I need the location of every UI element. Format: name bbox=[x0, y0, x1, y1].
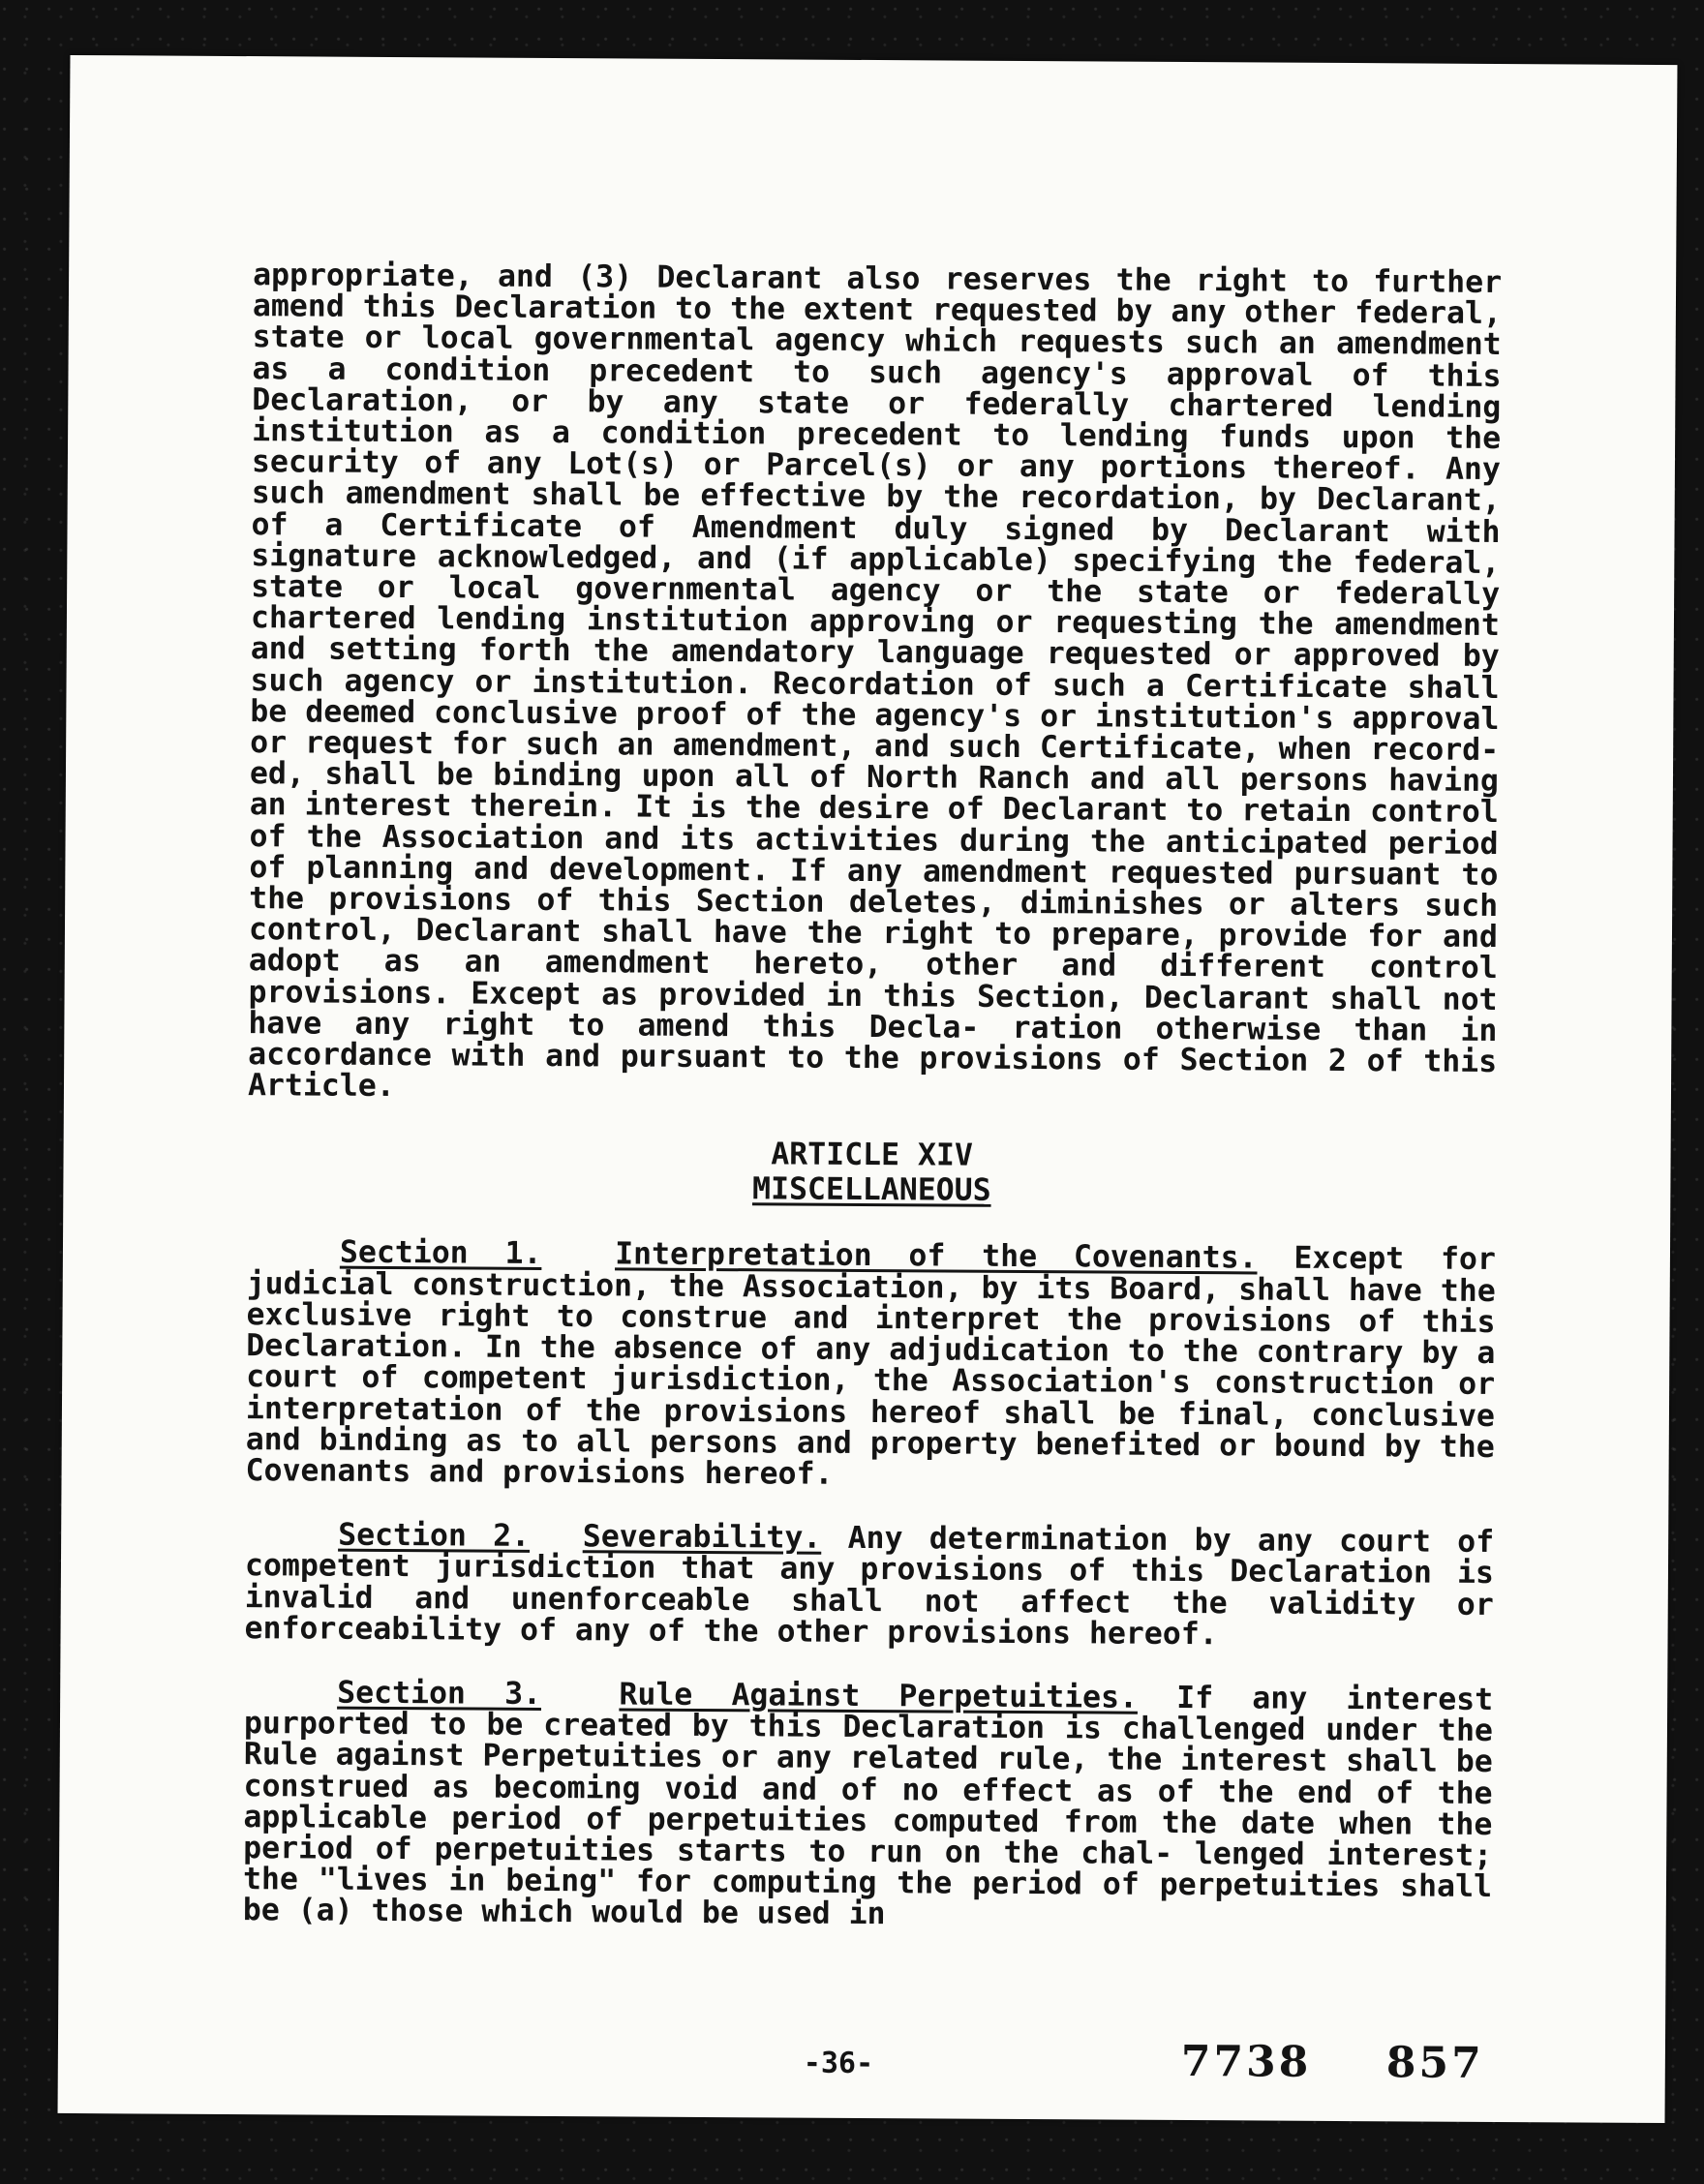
section-1-paragraph bbox=[245, 1237, 1496, 1495]
document-body bbox=[243, 259, 1502, 1933]
article-number: ARTICLE XIV bbox=[771, 1137, 974, 1174]
page-reference: 857 bbox=[1385, 2038, 1484, 2088]
section-1-label: Section 1. bbox=[339, 1235, 542, 1272]
section-2-label: Section 2. bbox=[338, 1517, 531, 1554]
page-footer bbox=[58, 2030, 1665, 2098]
section-1-text: Except for judicial construction, the Association, by its Board, shall have the exclusive right to construe and interpret the provisions of this Declaration. In the absence of any adjudication to the contrary by a court of competent jurisdiction, the Association's construction or interpretation of the provisions hereof shall be final, conclusive and binding as to all persons and property benefited or bound by the Covenants and provisions hereof. bbox=[245, 1240, 1497, 1492]
section-3-paragraph bbox=[243, 1677, 1494, 1934]
section-1-title: Interpretation of the Covenants. bbox=[615, 1236, 1258, 1276]
section-2-title: Severability. bbox=[582, 1519, 822, 1556]
section-2-paragraph bbox=[244, 1519, 1494, 1652]
page-number: -36- bbox=[803, 2046, 874, 2081]
section-3-title: Rule Against Perpetuities. bbox=[619, 1677, 1139, 1715]
document-page bbox=[58, 55, 1678, 2123]
continued-paragraph: appropriate, and (3) Declarant also reserves the right to further amend this Declaration to the extent requested by any other federal, state or local governmental agency which requests such an amendment as a condition precedent to such agency's approval of this Declaration, or by any state or federally chartered lending institution as a condition precedent to lending funds upon the security of any Lot(s) or Parcel(s) or any portions thereof. Any such amendment shall be effective by the recordation, by Declarant, of a Certificate of Amendment duly signed by Declarant with signature acknowledged, and (if applicable) specifying the federal, state or local governmental agency or the state or federally chartered lending institution approving or requesting the amendment and setting forth the amendatory language requested or approved by such agency or institution. Recordation of such a Certificate shall be deemed conclusive proof of the agency's or institution's approval or request for such an amendment, and such Certificate, when record- ed, shall be binding upon all of North Ranch and all persons having an interest therein. It is the desire of Declarant to retain control of the Association and its activities during the anticipated period of planning and development. If any amendment requested pursuant to the provisions of this Section deletes, diminishes or alters such control, Declarant shall have the right to prepare, provide for and adopt as an amendment hereto, other and different control provisions. Except as provided in this Section, Declarant shall not have any right to amend this Decla- ration otherwise than in accordance with and pursuant to the provisions of Section 2 of this Article. bbox=[247, 258, 1503, 1105]
book-number: 7738 bbox=[1180, 2036, 1312, 2087]
section-2-text: Any determination by any court of competent jurisdiction that any provisions of this Declaration is invalid and unenforceable shall not affect the validity or enforceability of any of the other provisions hereof. bbox=[244, 1520, 1495, 1652]
article-title: MISCELLANEOUS bbox=[751, 1171, 991, 1209]
section-3-label: Section 3. bbox=[337, 1675, 542, 1712]
section-3-text: If any interest purported to be created by this Declaration is challenged under the Rule against Perpetuities or any related rule, the interest shall be construed as becoming void and of no effect as of the end of the applicable period of perpetuities computed from the date when the period of perpetuities starts to run on the chal- lenged interest; the "lives in being" for computing the period of perpetuities shall be (a) those which would be used in bbox=[242, 1680, 1494, 1932]
